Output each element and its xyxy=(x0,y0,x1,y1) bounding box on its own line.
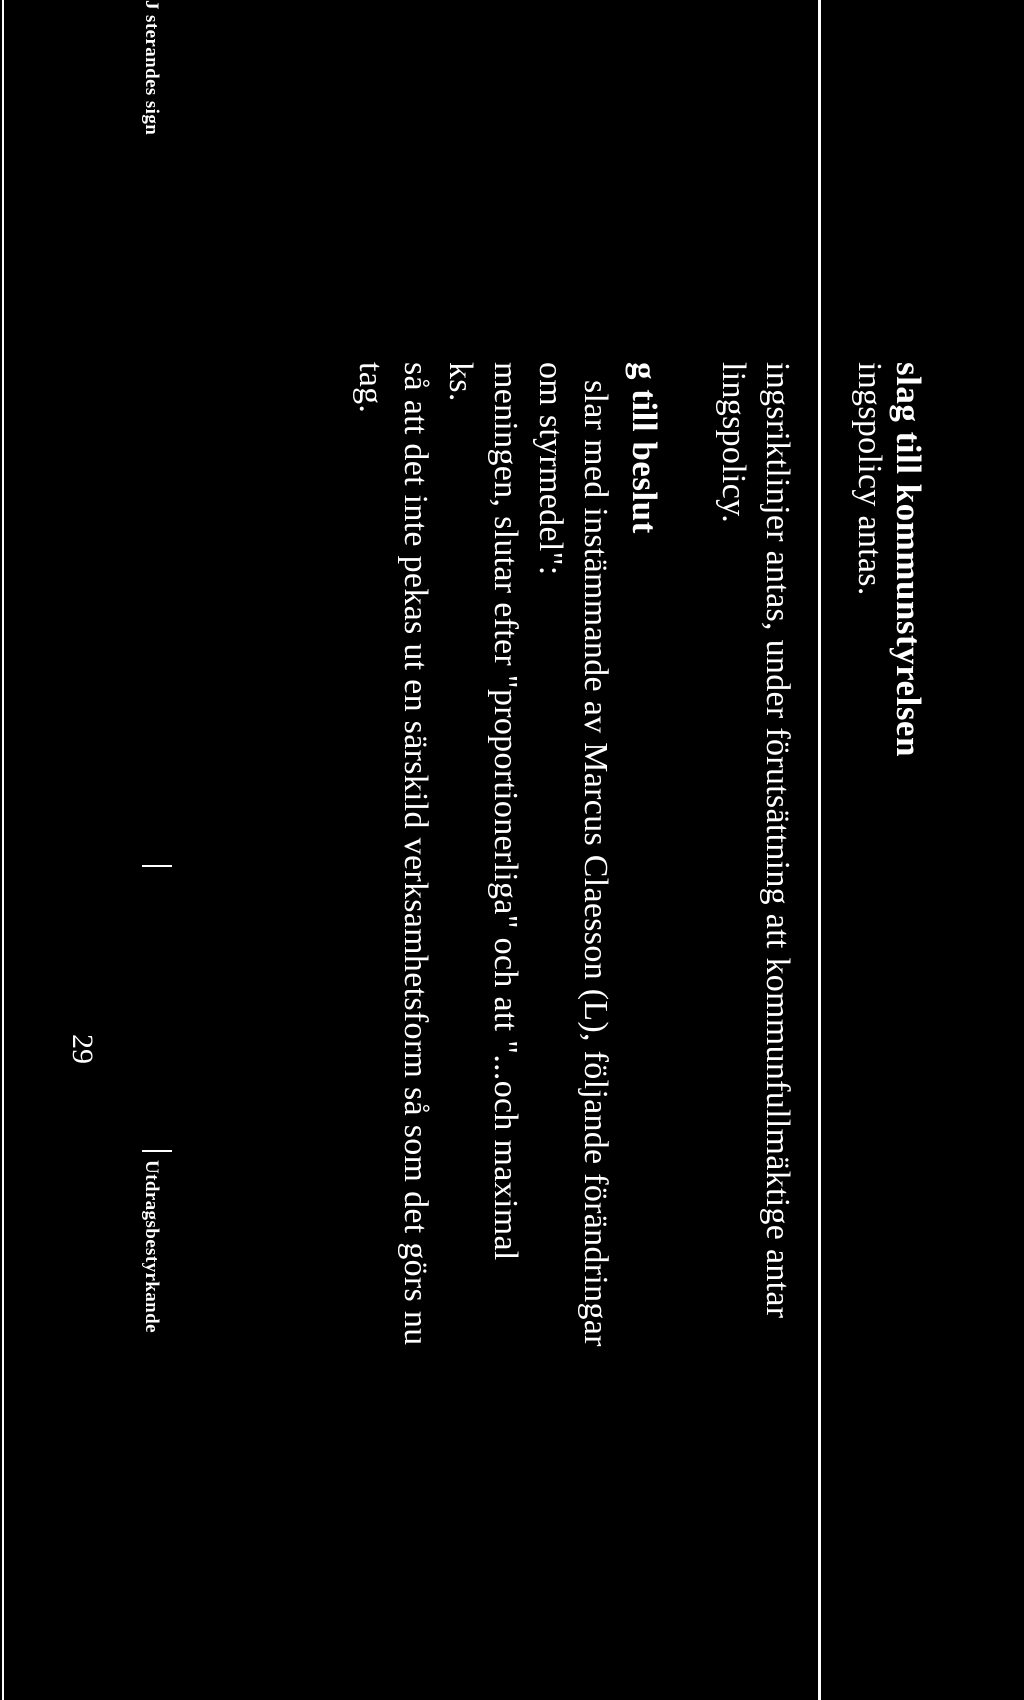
certification-box-divider xyxy=(142,1150,172,1152)
guidelines-line-2: lingspolicy. xyxy=(715,362,752,523)
page-number: 29 xyxy=(66,1034,99,1064)
signature-label: J sterandes sign xyxy=(141,0,162,136)
policy-adopted-line: ingspolicy antas. xyxy=(851,362,888,596)
proposal-line-5: så att det inte pekas ut en särskild verksamhetsform så som det görs nu xyxy=(397,362,434,1346)
top-divider xyxy=(818,0,821,1700)
proposal-heading: g till beslut xyxy=(625,362,664,534)
proposal-line-1: slar med instämmande av Marcus Claesson (L), följande förändringar xyxy=(577,380,614,1347)
proposal-line-3: meningen, slutar efter "proportionerliga" och att "...och maximal xyxy=(487,362,524,1261)
bottom-divider xyxy=(2,0,4,1700)
proposal-line-2: om styrmedel": xyxy=(532,362,569,576)
guidelines-line-1: ingsriktlinjer antas, under förutsättning att kommunfullmäktige antar xyxy=(759,362,796,1319)
committee-heading: slag till kommunstyrelsen xyxy=(889,362,928,757)
certification-label: Utdragsbestyrkande xyxy=(141,1160,162,1333)
proposal-line-6: tag. xyxy=(352,362,389,414)
proposal-line-4: ks. xyxy=(442,362,479,402)
signature-box-divider xyxy=(142,865,172,867)
